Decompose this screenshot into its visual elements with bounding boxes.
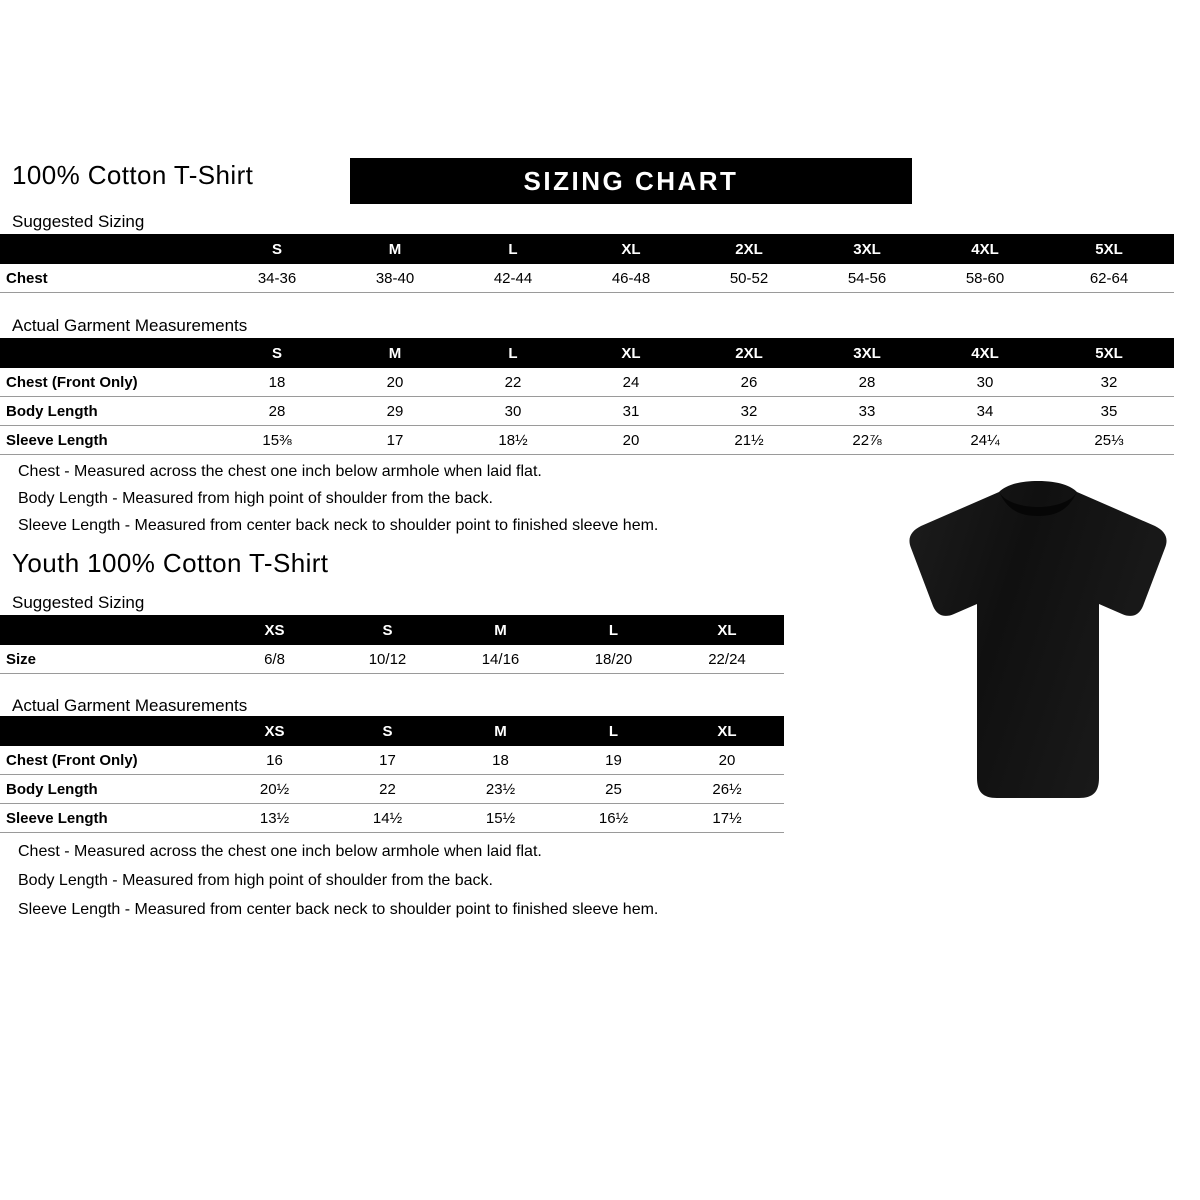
table-cell: 17	[331, 746, 444, 775]
column-header-xl: XL	[572, 338, 690, 368]
row-label: Chest (Front Only)	[0, 746, 218, 775]
adult-note-chest: Chest - Measured across the chest one inch below armhole when laid flat.	[18, 463, 542, 480]
table-header-row	[0, 338, 1174, 368]
table-cell: 50-52	[690, 264, 808, 293]
table-cell: 6/8	[218, 645, 331, 674]
table-cell: 16	[218, 746, 331, 775]
table-cell: 16½	[557, 804, 670, 833]
table-cell: 30	[926, 368, 1044, 397]
column-header-m: M	[444, 615, 557, 645]
table-row	[0, 645, 784, 674]
headline-row	[12, 160, 902, 202]
column-header-2xl: 2XL	[690, 338, 808, 368]
column-header-m: M	[336, 234, 454, 264]
table-cell: 31	[572, 397, 690, 426]
table-row	[0, 368, 1174, 397]
table-cell: 15½	[444, 804, 557, 833]
table-cell: 28	[808, 368, 926, 397]
table-header-row	[0, 234, 1174, 264]
youth-note-chest: Chest - Measured across the chest one inch below armhole when laid flat.	[18, 843, 542, 860]
column-header-blank	[0, 234, 218, 264]
table-cell: 20½	[218, 775, 331, 804]
youth-note-sleeve-length: Sleeve Length - Measured from center back neck to shoulder point to finished sleeve hem.	[18, 901, 659, 918]
column-header-3xl: 3XL	[808, 338, 926, 368]
column-header-xs: XS	[218, 716, 331, 746]
table-row	[0, 426, 1174, 455]
row-label: Sleeve Length	[0, 804, 218, 833]
adult-note-body-length: Body Length - Measured from high point of shoulder from the back.	[18, 490, 493, 507]
table-cell: 24	[572, 368, 690, 397]
table-cell: 34-36	[218, 264, 336, 293]
tshirt-illustration	[893, 478, 1183, 808]
table-cell: 29	[336, 397, 454, 426]
table-cell: 32	[1044, 368, 1174, 397]
table-cell: 10/12	[331, 645, 444, 674]
table-cell: 28	[218, 397, 336, 426]
row-label: Chest	[0, 264, 218, 293]
table-cell: 24¼	[926, 426, 1044, 455]
table-cell: 22	[454, 368, 572, 397]
table-header-row	[0, 615, 784, 645]
row-label: Size	[0, 645, 218, 674]
column-header-blank	[0, 716, 218, 746]
column-header-l: L	[454, 234, 572, 264]
youth-suggested-sizing-label: Suggested Sizing	[12, 593, 145, 612]
table-row	[0, 804, 784, 833]
column-header-m: M	[336, 338, 454, 368]
youth-note-body-length: Body Length - Measured from high point of shoulder from the back.	[18, 872, 493, 889]
table-cell: 30	[454, 397, 572, 426]
column-header-blank	[0, 615, 218, 645]
sizing-chart-banner	[350, 158, 912, 204]
column-header-4xl: 4XL	[926, 338, 1044, 368]
table-cell: 14/16	[444, 645, 557, 674]
column-header-xl: XL	[572, 234, 690, 264]
table-cell: 20	[336, 368, 454, 397]
column-header-xs: XS	[218, 615, 331, 645]
column-header-xl: XL	[670, 615, 784, 645]
table-cell: 17½	[670, 804, 784, 833]
column-header-l: L	[454, 338, 572, 368]
table-cell: 33	[808, 397, 926, 426]
table-cell: 35	[1044, 397, 1174, 426]
row-label: Chest (Front Only)	[0, 368, 218, 397]
table-cell: 34	[926, 397, 1044, 426]
column-header-s: S	[218, 234, 336, 264]
table-cell: 21½	[690, 426, 808, 455]
column-header-5xl: 5XL	[1044, 338, 1174, 368]
table-row	[0, 775, 784, 804]
youth-actual-measurements-table	[0, 716, 784, 833]
sizing-chart-banner-label: SIZING CHART	[523, 166, 739, 196]
table-cell: 32	[690, 397, 808, 426]
row-label: Sleeve Length	[0, 426, 218, 455]
column-header-blank	[0, 338, 218, 368]
table-cell: 58-60	[926, 264, 1044, 293]
column-header-m: M	[444, 716, 557, 746]
table-cell: 23½	[444, 775, 557, 804]
table-row	[0, 746, 784, 775]
column-header-xl: XL	[670, 716, 784, 746]
table-cell: 26½	[670, 775, 784, 804]
table-cell: 13½	[218, 804, 331, 833]
youth-actual-measurements-label: Actual Garment Measurements	[12, 696, 248, 715]
table-cell: 46-48	[572, 264, 690, 293]
table-cell: 19	[557, 746, 670, 775]
table-cell: 25⅓	[1044, 426, 1174, 455]
adult-note-sleeve-length: Sleeve Length - Measured from center back neck to shoulder point to finished sleeve hem.	[18, 517, 659, 534]
table-cell: 18½	[454, 426, 572, 455]
adult-suggested-sizing-table	[0, 234, 1174, 293]
column-header-l: L	[557, 615, 670, 645]
table-cell: 18	[218, 368, 336, 397]
table-cell: 17	[336, 426, 454, 455]
adult-actual-measurements-table	[0, 338, 1174, 455]
column-header-s: S	[218, 338, 336, 368]
row-label: Body Length	[0, 775, 218, 804]
table-cell: 25	[557, 775, 670, 804]
table-cell: 26	[690, 368, 808, 397]
youth-product-title: Youth 100% Cotton T-Shirt	[12, 548, 329, 578]
table-cell: 62-64	[1044, 264, 1174, 293]
column-header-s: S	[331, 615, 444, 645]
table-cell: 22⅞	[808, 426, 926, 455]
table-cell: 18	[444, 746, 557, 775]
adult-actual-measurements-label: Actual Garment Measurements	[12, 316, 248, 335]
table-cell: 20	[670, 746, 784, 775]
column-header-4xl: 4XL	[926, 234, 1044, 264]
table-cell: 38-40	[336, 264, 454, 293]
table-cell: 18/20	[557, 645, 670, 674]
column-header-l: L	[557, 716, 670, 746]
adult-product-title: 100% Cotton T-Shirt	[12, 160, 254, 190]
table-header-row	[0, 716, 784, 746]
table-cell: 22	[331, 775, 444, 804]
table-cell: 22/24	[670, 645, 784, 674]
table-cell: 20	[572, 426, 690, 455]
column-header-s: S	[331, 716, 444, 746]
row-label: Body Length	[0, 397, 218, 426]
youth-suggested-sizing-table	[0, 615, 784, 674]
table-row	[0, 397, 1174, 426]
tshirt-icon	[893, 478, 1183, 808]
column-header-2xl: 2XL	[690, 234, 808, 264]
table-cell: 14½	[331, 804, 444, 833]
adult-suggested-sizing-label: Suggested Sizing	[12, 212, 145, 231]
column-header-3xl: 3XL	[808, 234, 926, 264]
table-cell: 15⅜	[218, 426, 336, 455]
table-row	[0, 264, 1174, 293]
table-cell: 54-56	[808, 264, 926, 293]
column-header-5xl: 5XL	[1044, 234, 1174, 264]
table-cell: 42-44	[454, 264, 572, 293]
